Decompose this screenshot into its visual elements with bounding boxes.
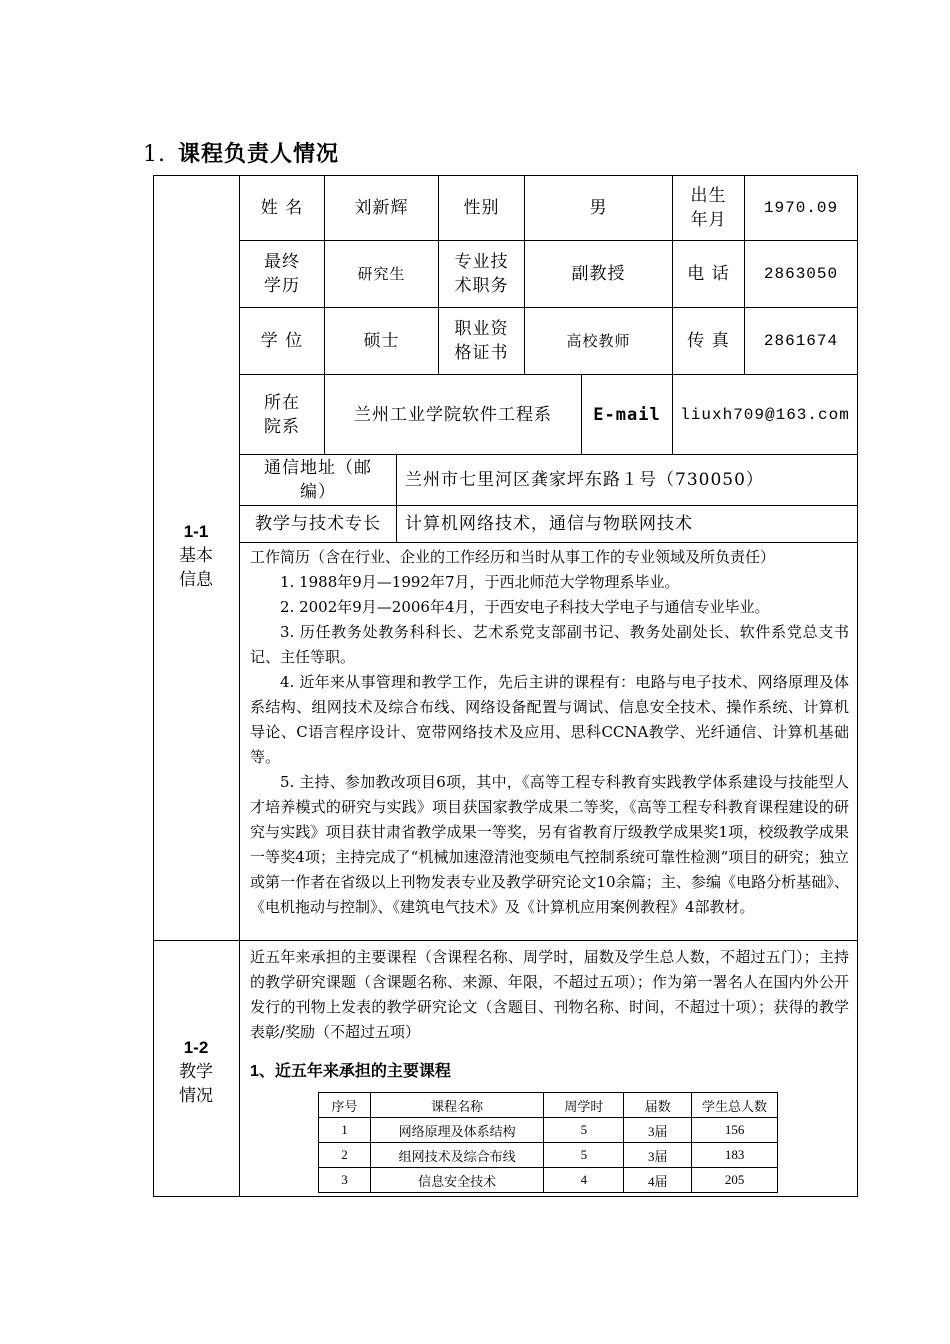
- table-cell: 3届: [624, 1143, 692, 1168]
- specialty-value: 计算机网络技术，通信与物联网技术: [396, 505, 858, 543]
- phone-label: 电 话: [672, 240, 745, 308]
- table-header: 届数: [624, 1093, 692, 1118]
- teaching-intro: 近五年来承担的主要课程（含课程名称、周学时，届数及学生总人数，不超过五门）；主持的教学研究课题（含课题名称、来源、年限，不超过五项）；作为第一署名人在国内外公开发行的刊物上发表的教学研究论文（含题目、刊物名称、时间，不超过十项）；获得的教学表彰/奖励（不超过五项）: [250, 948, 849, 1041]
- section-name-line2: 信息: [179, 570, 213, 590]
- table-cell: 5: [544, 1143, 624, 1168]
- degree-label: 学 位: [239, 307, 325, 375]
- table-cell: 5: [544, 1118, 624, 1143]
- name-label: 姓 名: [239, 175, 325, 241]
- section-code: 1-2: [183, 1038, 209, 1057]
- fax-label: 传 真: [672, 307, 745, 375]
- phone-value: 2863050: [744, 240, 858, 308]
- table-cell: 3届: [624, 1118, 692, 1143]
- table-header: 周学时: [544, 1093, 624, 1118]
- gender-value: 男: [524, 175, 673, 241]
- gender-label: 性别: [438, 175, 525, 241]
- table-cell: 2: [319, 1143, 371, 1168]
- table-cell: 4: [544, 1168, 624, 1193]
- department-label: 所在 院系: [239, 374, 325, 455]
- courses-table: [318, 1092, 778, 1193]
- resume-intro: 工作简历（含在行业、企业的工作经历和当时从事工作的专业领域及所负责任）: [250, 548, 776, 566]
- table-header: 序号: [319, 1093, 371, 1118]
- resume-item: 1. 1988年9月—1992年7月，于西北师范大学物理系毕业。: [280, 573, 680, 591]
- professional-title-label: 专业技 术职务: [438, 240, 525, 308]
- table-cell: 156: [692, 1118, 778, 1143]
- address-value: 兰州市七里河区龚家坪东路１号（730050）: [396, 454, 858, 506]
- birth-value: 1970.09: [744, 175, 858, 241]
- specialty-label: 教学与技术专长: [239, 505, 397, 543]
- degree-value: 硕士: [324, 307, 439, 375]
- table-cell: 组网技术及综合布线: [370, 1143, 544, 1168]
- department-value: 兰州工业学院软件工程系: [324, 374, 582, 455]
- email-label: E-mail: [581, 374, 673, 455]
- resume-item: 5. 主持、参加教改项目6项，其中，《高等工程专科教育实践教学体系建设与技能型人才培养模式的研究与实践》项目获国家教学成果二等奖，《高等工程专科教育课程建设的研究与实践》项目获甘肃省教学成果一等奖，另有省教育厅级教学成果奖1项，校级教学成果一等奖4项；主持完成了“机械加速澄清池变频电气控制系统可靠性检测“项目的研究；独立或第一作者在省级以上刊物发表专业及教学研究论文10余篇；主、参编《电路分析基础》、《电机拖动与控制》、《建筑电气技术》及《计算机应用案例教程》4部教材。: [250, 773, 849, 916]
- certificate-label: 职业资 格证书: [438, 307, 525, 375]
- resume-item: 3. 历任教务处教务科科长、艺术系党支部副书记、教务处副处长、软件系党总支书记、主任等职。: [250, 623, 849, 666]
- section-name-line1: 基本: [179, 546, 213, 566]
- name-value: 刘新辉: [324, 175, 439, 241]
- section-name-line1: 教学: [179, 1062, 213, 1082]
- birth-label: 出生 年月: [672, 175, 745, 241]
- table-header: 课程名称: [370, 1093, 544, 1118]
- work-resume: [239, 542, 857, 940]
- table-cell: 3: [319, 1168, 371, 1193]
- section-label-teaching: [153, 1036, 239, 1108]
- section-divider: [153, 940, 239, 941]
- table-cell: 205: [692, 1168, 778, 1193]
- address-label: 通信地址（邮 编）: [239, 454, 397, 506]
- education-value: 研究生: [324, 240, 439, 308]
- resume-item: 2. 2002年9月—2006年4月，于西安电子科技大学电子与通信专业毕业。: [280, 598, 770, 616]
- certificate-value: 高校教师: [524, 307, 673, 375]
- section-heading: [143, 137, 339, 168]
- education-label: 最终 学历: [239, 240, 325, 308]
- table-row: [319, 1143, 778, 1168]
- table-row: [319, 1168, 778, 1193]
- heading-number: 1.: [143, 142, 166, 167]
- table-header: 学生总人数: [692, 1093, 778, 1118]
- table-cell: 4届: [624, 1168, 692, 1193]
- table-cell: 网络原理及体系结构: [370, 1118, 544, 1143]
- fax-value: 2861674: [744, 307, 858, 375]
- heading-title: 课程负责人情况: [178, 141, 340, 167]
- resume-item: 4. 近年来从事管理和教学工作，先后主讲的课程有：电路与电子技术、网络原理及体系结构、组网技术及综合布线、网络设备配置与调试、信息安全技术、操作系统、计算机导论、C语言程序设计、宽带网络技术及应用、思科CCNA教学、光纤通信、计算机基础等。: [250, 673, 849, 766]
- professional-title-value: 副教授: [524, 240, 673, 308]
- section-code: 1-1: [183, 522, 209, 541]
- table-cell: 信息安全技术: [370, 1168, 544, 1193]
- section-name-line2: 情况: [179, 1086, 213, 1106]
- table-row: [319, 1118, 778, 1143]
- table-header-row: [319, 1093, 778, 1118]
- section-label-basic: [153, 520, 239, 592]
- email-value[interactable]: liuxh709@163.com: [672, 374, 858, 455]
- table-cell: 1: [319, 1118, 371, 1143]
- courses-subheading: 1、近五年来承担的主要课程: [250, 1063, 451, 1080]
- table-cell: 183: [692, 1143, 778, 1168]
